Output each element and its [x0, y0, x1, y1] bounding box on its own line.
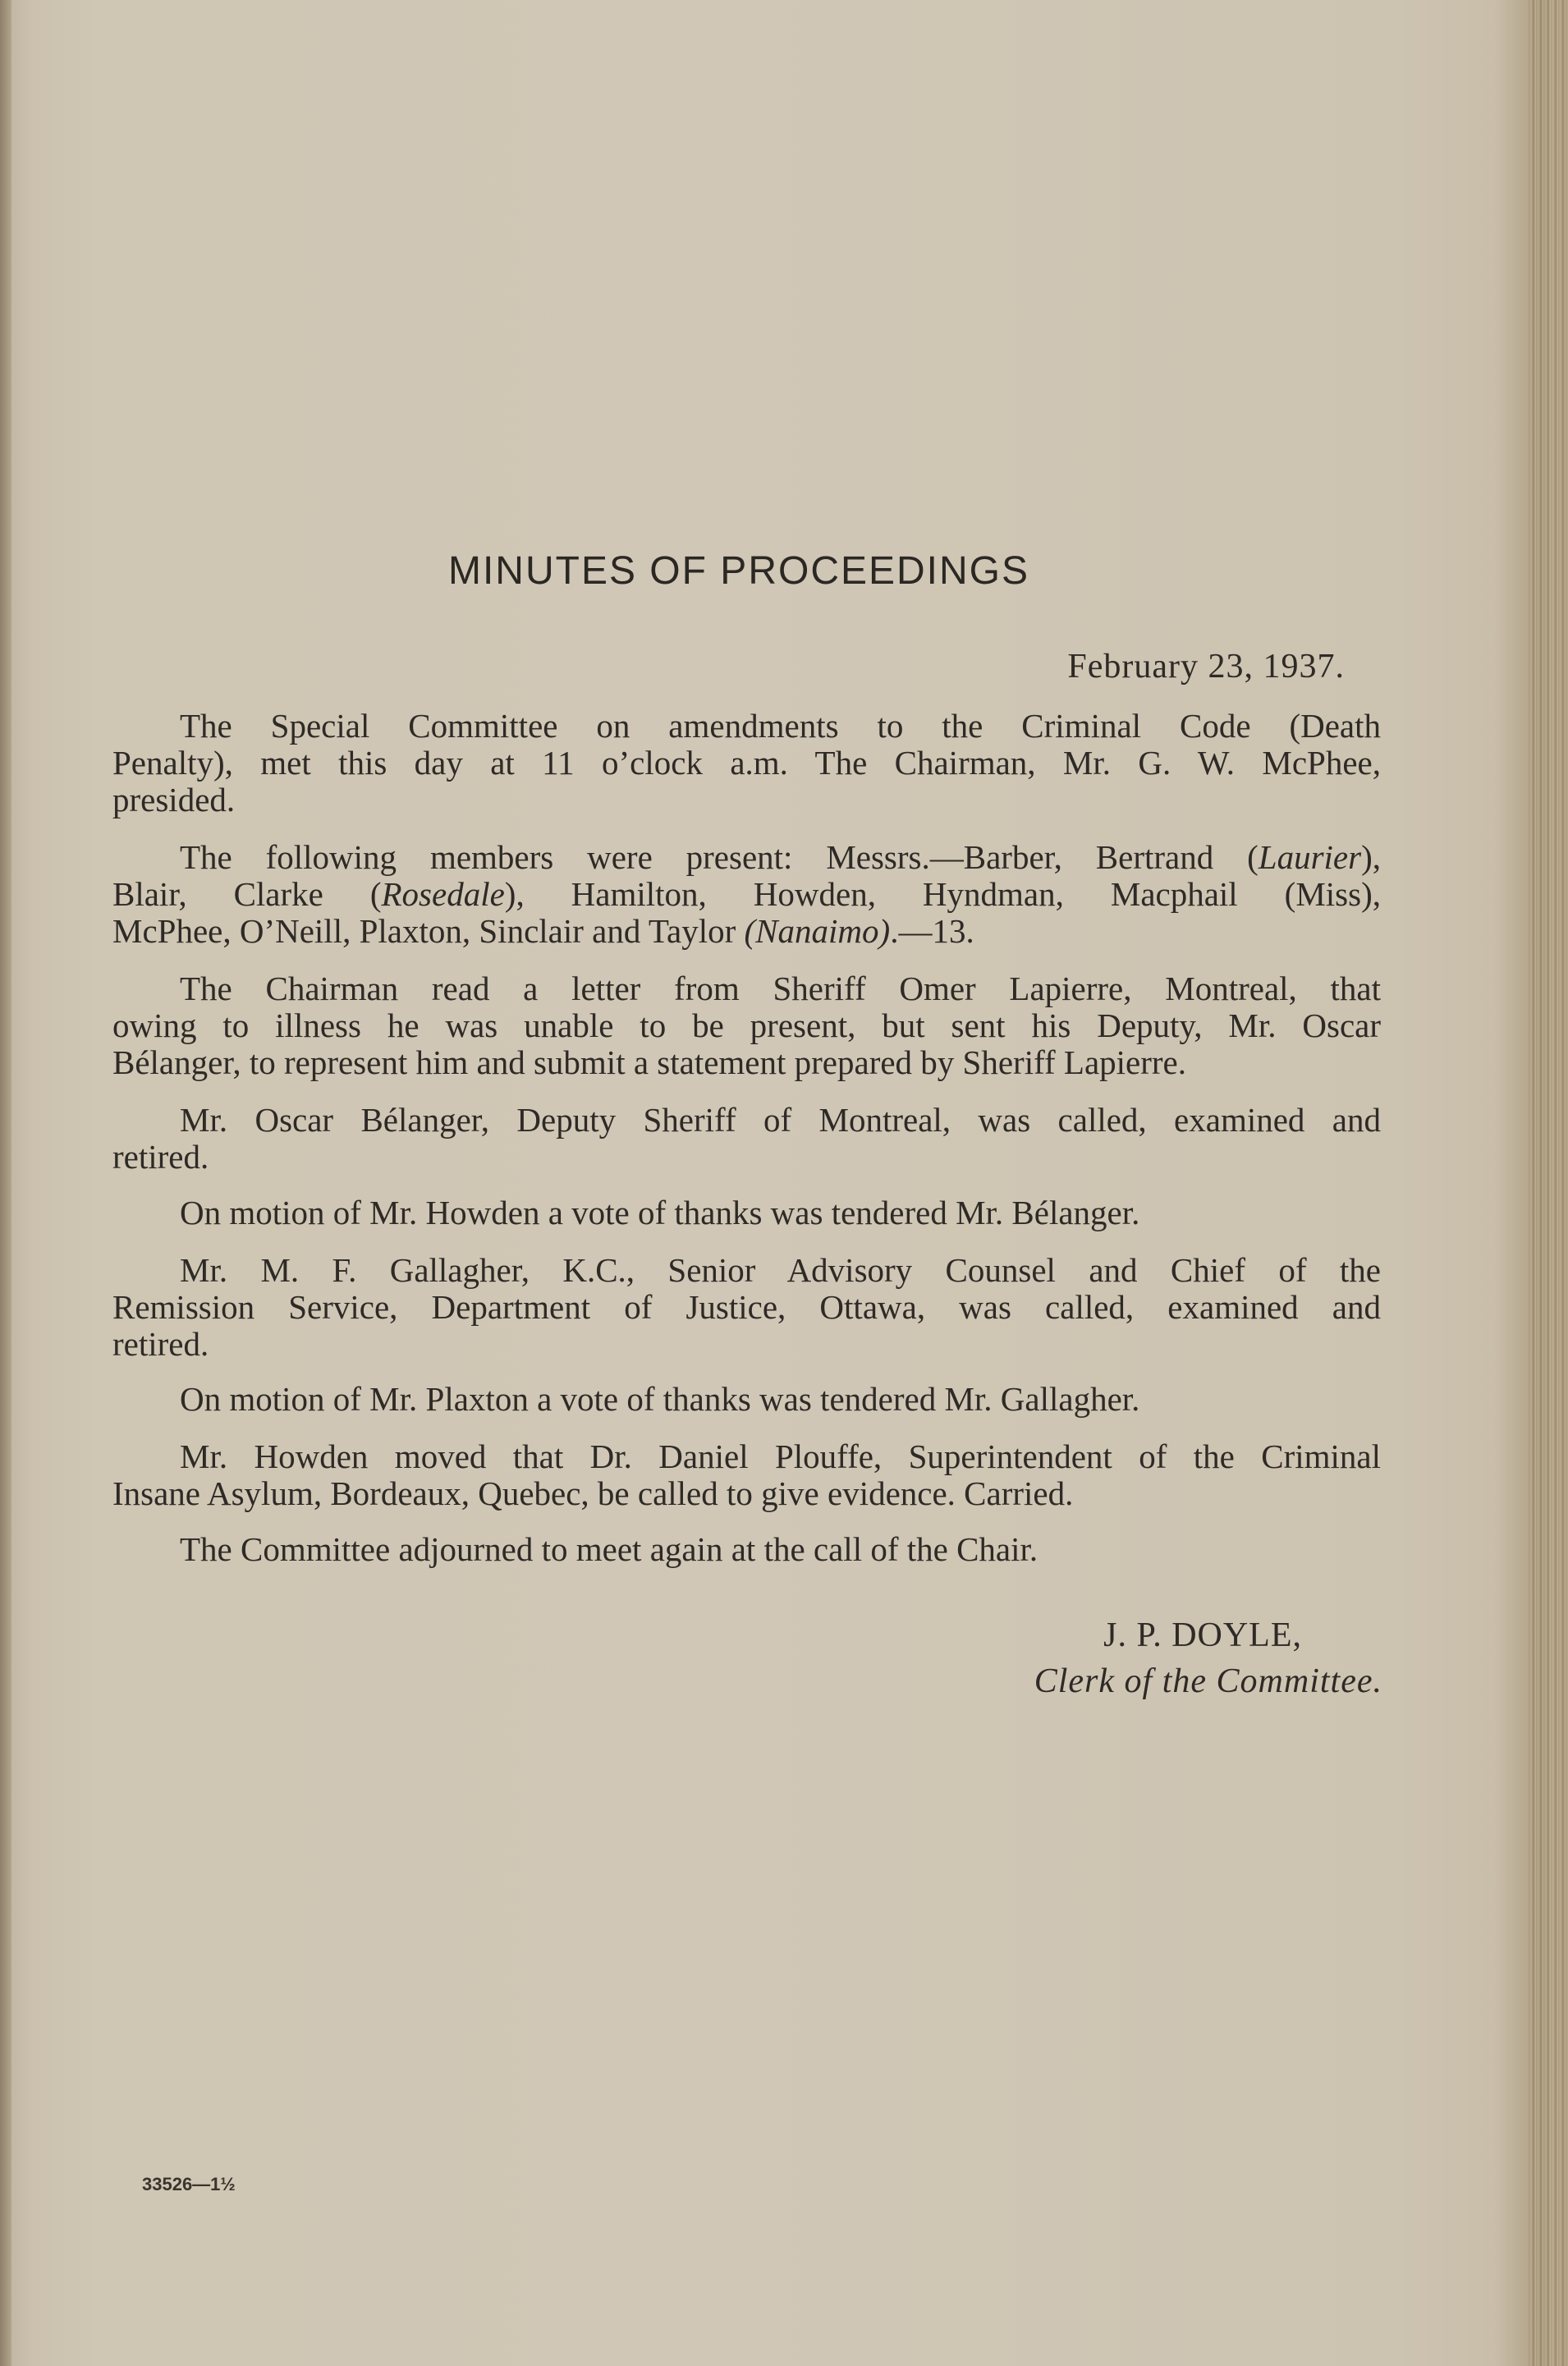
paragraph-line: On motion of Mr. Howden a vote of thanks was tendered Mr. Bélanger.	[180, 1194, 1140, 1231]
binding-edge-left	[0, 0, 11, 2366]
document-title: MINUTES OF PROCEEDINGS	[447, 549, 1030, 593]
paragraph-adjourned	[112, 1531, 1381, 1568]
printer-code: 33526—1½	[142, 2174, 236, 2194]
paragraph-thanks-belanger	[112, 1194, 1381, 1231]
paragraph-line: The following members were present: Messrs.—Barber, Bertrand (Laurier),	[180, 838, 1381, 876]
paragraph-line: Mr. Howden moved that Dr. Daniel Plouffe, Superintendent of the Criminal	[180, 1437, 1381, 1475]
paragraph-line: Insane Asylum, Bordeaux, Quebec, be called to give evidence. Carried.	[112, 1474, 1074, 1512]
paragraph-line: owing to illness he was unable to be present, but sent his Deputy, Mr. Oscar	[112, 1006, 1381, 1044]
paragraph-belanger-examined	[112, 1102, 1381, 1176]
paragraph-plouffe-motion	[112, 1438, 1381, 1512]
paragraph-thanks-gallagher	[112, 1381, 1381, 1418]
paragraph-line: The Chairman read a letter from Sheriff Omer Lapierre, Montreal, that	[180, 970, 1381, 1007]
meeting-date: February 23, 1937.	[1067, 648, 1345, 685]
paragraph-gallagher-examined	[112, 1252, 1381, 1363]
page-edge-right	[1529, 0, 1568, 2366]
paragraph-line: On motion of Mr. Plaxton a vote of thanks was tendered Mr. Gallagher.	[180, 1380, 1140, 1418]
paragraph-line: McPhee, O’Neill, Plaxton, Sinclair and Taylor (Nanaimo).—13.	[112, 912, 974, 950]
signature-title: Clerk of the Committee.	[1034, 1662, 1382, 1700]
signature-name: J. P. DOYLE,	[1103, 1616, 1302, 1654]
paragraph-line: The Committee adjourned to meet again at the call of the Chair.	[180, 1530, 1038, 1568]
paragraph-opening	[112, 708, 1381, 818]
paragraph-line: Blair, Clarke (Rosedale), Hamilton, Howden, Hyndman, Macphail (Miss),	[112, 875, 1381, 913]
paragraph-letter	[112, 970, 1381, 1081]
paragraph-line: retired.	[112, 1325, 209, 1363]
paragraph-line: Mr. M. F. Gallagher, K.C., Senior Advisory Counsel and Chief of the	[180, 1251, 1381, 1289]
paragraph-line: retired.	[112, 1138, 209, 1176]
paragraph-line: The Special Committee on amendments to the Criminal Code (Death	[180, 707, 1381, 745]
paragraph-line: Penalty), met this day at 11 o’clock a.m. The Chairman, Mr. G. W. McPhee,	[112, 744, 1381, 782]
paragraph-line: Mr. Oscar Bélanger, Deputy Sheriff of Montreal, was called, examined and	[180, 1101, 1381, 1139]
paragraph-members-present	[112, 839, 1381, 950]
paragraph-line: Remission Service, Department of Justice, Ottawa, was called, examined and	[112, 1288, 1381, 1326]
paragraph-line: Bélanger, to represent him and submit a statement prepared by Sheriff Lapierre.	[112, 1043, 1186, 1081]
paragraph-line: presided.	[112, 781, 236, 818]
